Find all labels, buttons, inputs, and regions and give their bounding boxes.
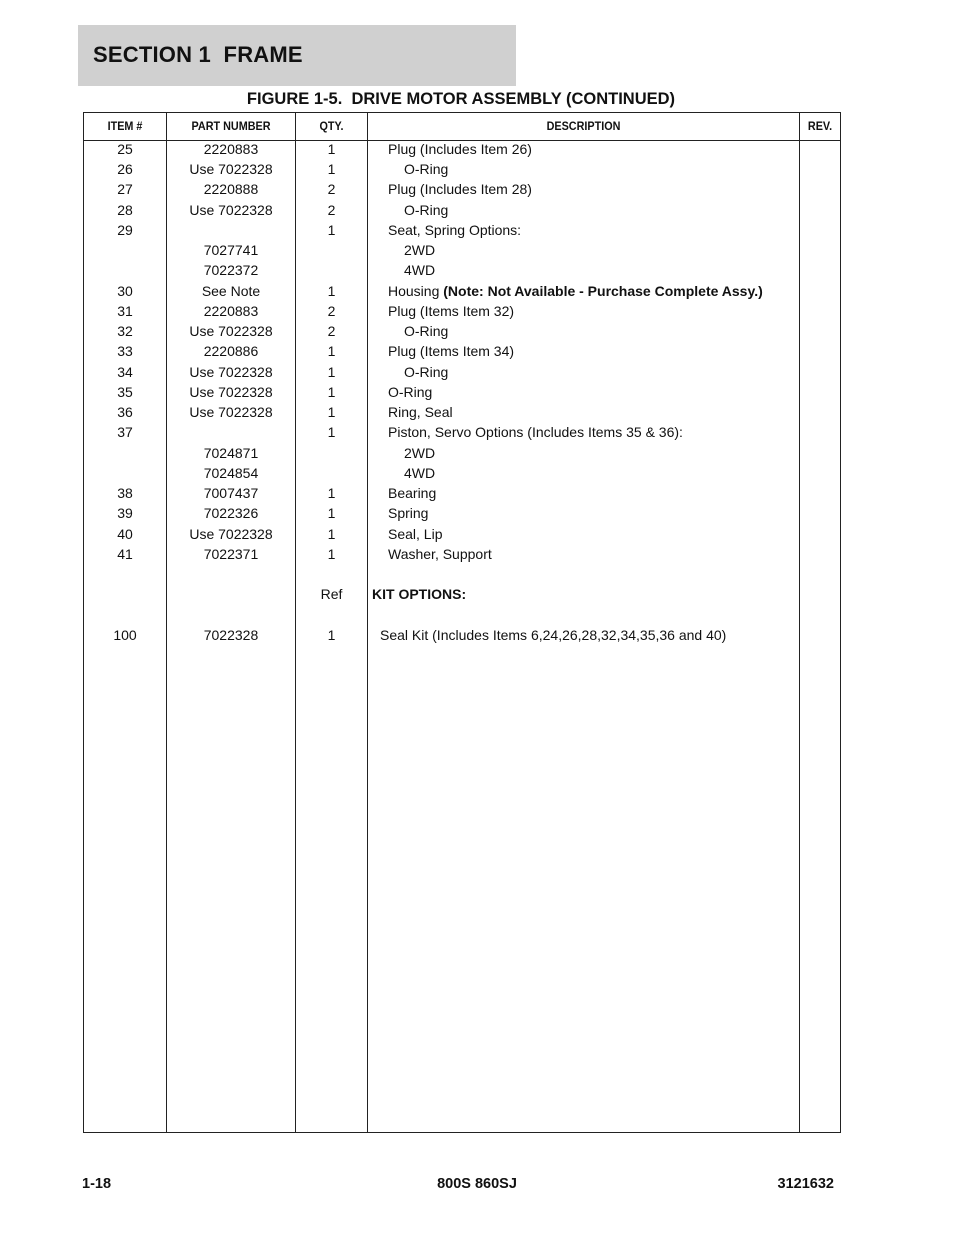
description-text: O-Ring	[404, 161, 449, 177]
quantity-cell	[296, 443, 367, 463]
description-cell	[368, 159, 834, 179]
quantity-cell: Ref	[320, 586, 343, 602]
item-number-cell: 32	[117, 323, 133, 339]
part-number-cell: 7022328	[203, 627, 259, 643]
figure-title: FIGURE 1-5. DRIVE MOTOR ASSEMBLY (CONTINUED)	[246, 90, 676, 108]
part-number-cell	[167, 422, 295, 442]
quantity-cell: 1	[327, 141, 336, 157]
description-cell	[368, 422, 818, 442]
description-text: Seal Kit (Includes Items 6,24,26,28,32,34,35,36 and 40)	[380, 627, 727, 643]
part-number-cell: 7022372	[203, 262, 259, 278]
part-number-cell: 2220888	[203, 181, 259, 197]
description-text: Piston, Servo Options (Includes Items 35 & 36):	[388, 424, 683, 440]
description-text: 2WD	[404, 445, 436, 461]
parts-table	[83, 112, 841, 1133]
item-number-cell: 33	[117, 343, 133, 359]
item-number-cell	[84, 463, 166, 483]
item-number-cell: 30	[117, 283, 133, 299]
description-cell	[368, 321, 834, 341]
description-cell	[368, 382, 818, 402]
quantity-cell: 1	[327, 546, 336, 562]
quantity-cell	[296, 564, 367, 584]
part-number-cell: Use 7022328	[189, 384, 273, 400]
description-cell	[368, 544, 818, 564]
description-text: O-Ring	[404, 202, 449, 218]
part-number-cell	[167, 564, 295, 584]
description-cell	[368, 240, 834, 260]
item-number-cell: 39	[117, 505, 133, 521]
description-cell	[368, 483, 818, 503]
column-header-part-number: PART NUMBER	[191, 119, 271, 133]
description-cell	[368, 564, 802, 584]
part-number-cell: 2220883	[203, 303, 259, 319]
quantity-cell	[296, 240, 367, 260]
description-text: Seat, Spring Options:	[388, 222, 522, 238]
part-number-cell: Use 7022328	[189, 161, 273, 177]
description-cell	[368, 281, 818, 301]
quantity-cell	[296, 463, 367, 483]
description-text: O-Ring	[404, 364, 449, 380]
description-text: O-Ring	[388, 384, 433, 400]
quantity-cell: 1	[327, 283, 336, 299]
part-number-cell: Use 7022328	[189, 526, 273, 542]
description-text: Seal, Lip	[388, 526, 443, 542]
part-number-cell: Use 7022328	[189, 323, 273, 339]
column-header-description: DESCRIPTION	[546, 119, 621, 133]
description-text: 2WD	[404, 242, 436, 258]
part-number-cell: Use 7022328	[189, 364, 273, 380]
part-number-cell	[167, 605, 295, 625]
part-number-cell: 7022371	[203, 546, 259, 562]
quantity-cell: 1	[327, 364, 336, 380]
description-text: Spring	[388, 505, 429, 521]
part-number-cell: 7024854	[203, 465, 259, 481]
description-text: 4WD	[404, 262, 436, 278]
item-number-cell: 41	[117, 546, 133, 562]
description-text: Plug (Includes Item 26)	[388, 141, 532, 157]
description-cell	[368, 301, 818, 321]
description-text: Ring, Seal	[388, 404, 453, 420]
section-banner	[78, 25, 516, 86]
description-cell	[368, 260, 834, 280]
item-number-cell: 38	[117, 485, 133, 501]
description-cell	[368, 402, 818, 422]
description-text: Housing	[388, 283, 444, 299]
item-number-cell: 26	[117, 161, 133, 177]
item-number-cell: 36	[117, 404, 133, 420]
quantity-cell: 1	[327, 404, 336, 420]
description-text: 4WD	[404, 465, 436, 481]
description-text: Plug (Items Item 32)	[388, 303, 515, 319]
part-number-cell: 7007437	[203, 485, 259, 501]
description-note: (Note: Not Available - Purchase Complete Assy.)	[443, 283, 763, 299]
quantity-cell	[296, 605, 367, 625]
quantity-cell: 1	[327, 424, 336, 440]
quantity-cell: 1	[327, 485, 336, 501]
quantity-cell: 2	[327, 303, 336, 319]
item-number-cell	[84, 260, 166, 280]
description-cell	[368, 362, 834, 382]
item-number-cell: 40	[117, 526, 133, 542]
item-number-cell	[84, 443, 166, 463]
column-header-item: ITEM #	[107, 119, 143, 133]
description-cell	[368, 463, 834, 483]
quantity-cell: 1	[327, 161, 336, 177]
item-number-cell	[84, 584, 166, 604]
item-number-cell: 37	[117, 424, 133, 440]
quantity-cell	[296, 260, 367, 280]
item-number-cell: 27	[117, 181, 133, 197]
item-number-cell: 35	[117, 384, 133, 400]
description-cell	[368, 341, 818, 361]
item-number-cell: 29	[117, 222, 133, 238]
part-number-cell: 7022326	[203, 505, 259, 521]
description-text: Plug (Includes Item 28)	[388, 181, 532, 197]
item-number-cell: 25	[117, 141, 133, 157]
quantity-cell: 1	[327, 222, 336, 238]
page-number: 1-18	[82, 1176, 112, 1192]
quantity-cell: 1	[327, 505, 336, 521]
column-header-rev: REV.	[807, 119, 833, 133]
quantity-cell: 2	[327, 323, 336, 339]
description-text: Plug (Items Item 34)	[388, 343, 515, 359]
description-cell	[368, 139, 818, 159]
column-header-qty: QTY.	[319, 119, 344, 133]
quantity-cell: 2	[327, 202, 336, 218]
description-cell	[368, 625, 810, 645]
part-number-cell: See Note	[201, 283, 261, 299]
description-cell	[368, 220, 818, 240]
quantity-cell: 1	[327, 343, 336, 359]
item-number-cell	[84, 605, 166, 625]
item-number-cell	[84, 564, 166, 584]
document-number: 3121632	[777, 1176, 834, 1192]
description-cell	[368, 179, 818, 199]
description-cell	[368, 443, 834, 463]
quantity-cell: 1	[327, 526, 336, 542]
item-number-cell: 100	[113, 627, 137, 643]
quantity-cell: 1	[327, 384, 336, 400]
description-cell	[368, 524, 818, 544]
description-text: Washer, Support	[388, 546, 492, 562]
item-number-cell: 28	[117, 202, 133, 218]
description-cell	[368, 584, 802, 604]
description-cell	[368, 605, 802, 625]
model-name: 800S 860SJ	[437, 1176, 517, 1192]
part-number-cell: 7024871	[203, 445, 259, 461]
description-text: O-Ring	[404, 323, 449, 339]
description-note: KIT OPTIONS:	[372, 586, 467, 602]
description-cell	[368, 200, 834, 220]
description-text: Bearing	[388, 485, 437, 501]
part-number-cell	[167, 220, 295, 240]
table-body	[84, 113, 840, 1132]
part-number-cell: Use 7022328	[189, 404, 273, 420]
part-number-cell: Use 7022328	[189, 202, 273, 218]
quantity-cell: 1	[327, 627, 336, 643]
item-number-cell: 34	[117, 364, 133, 380]
part-number-cell: 2220886	[203, 343, 259, 359]
part-number-cell	[167, 584, 295, 604]
item-number-cell	[84, 240, 166, 260]
part-number-cell: 7027741	[203, 242, 259, 258]
description-cell	[368, 503, 818, 523]
item-number-cell: 31	[117, 303, 133, 319]
quantity-cell: 2	[327, 181, 336, 197]
section-title: SECTION 1 FRAME	[93, 42, 303, 67]
part-number-cell: 2220883	[203, 141, 259, 157]
